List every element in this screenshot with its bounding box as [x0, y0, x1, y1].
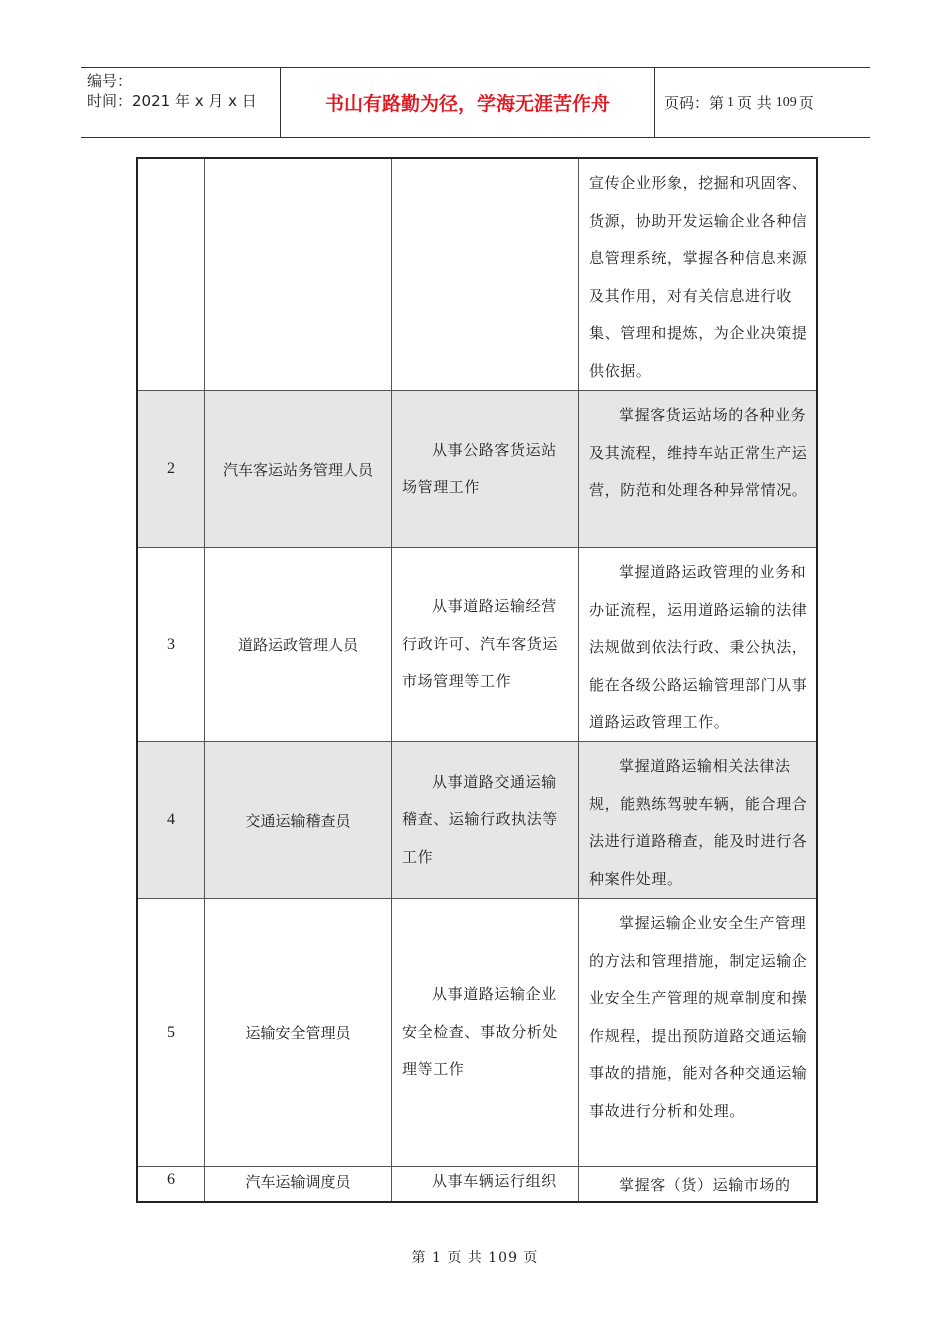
table-row	[138, 391, 816, 548]
page-number: 1	[727, 94, 735, 110]
job-title: 交通运输稽查员	[205, 742, 392, 898]
job-work: 从事道路运输经营行政许可、汽车客货运市场管理等工作	[392, 548, 579, 741]
number-label: 编号：	[87, 72, 133, 90]
row-number: 5	[138, 899, 205, 1166]
page-mid: 页 共	[737, 94, 772, 112]
table-row	[138, 1167, 816, 1201]
table-row	[138, 159, 816, 391]
job-title: 运输安全管理员	[205, 899, 392, 1166]
job-requirement: 宣传企业形象，挖掘和巩固客、货源，协助开发运输企业各种信息管理系统，掌握各种信息来源及其作用，对有关信息进行收集、管理和提炼，为企业决策提供依据。	[589, 174, 808, 380]
table-row	[138, 899, 816, 1167]
job-requirement: 掌握道路运输相关法律法规，能熟练驾驶车辆，能合理合法进行道路稽查，能及时进行各种案件处理。	[589, 757, 808, 888]
table-row	[138, 548, 816, 742]
page-footer: 第 1 页 共 109 页	[411, 1250, 539, 1266]
job-work: 从事道路交通运输稽查、运输行政执法等工作	[392, 742, 579, 898]
job-table	[136, 157, 818, 1203]
header-page-info	[654, 68, 870, 137]
job-title: 汽车运输调度员	[205, 1167, 392, 1201]
job-work: 从事车辆运行组织	[392, 1167, 579, 1201]
row-number: 4	[138, 742, 205, 898]
page-total: 109	[775, 94, 797, 110]
job-work: 从事公路客货运站场管理工作	[392, 391, 579, 547]
job-requirement: 掌握道路运政管理的业务和办证流程，运用道路运输的法律法规做到依法行政、秉公执法，能在各级公路运输管理部门从事道路运政管理工作。	[589, 563, 808, 731]
header-meta	[81, 68, 281, 137]
job-work: 从事道路运输企业安全检查、事故分析处理等工作	[392, 899, 579, 1166]
table-row	[138, 742, 816, 899]
page-prefix: 页码：第	[664, 94, 725, 112]
job-title: 道路运政管理人员	[205, 548, 392, 741]
header-motto: 书山有路勤为径，学海无涯苦作舟	[281, 68, 655, 137]
document-header	[81, 67, 870, 138]
job-title: 汽车客运站务管理人员	[205, 391, 392, 547]
row-number	[138, 159, 205, 390]
job-title	[205, 159, 392, 390]
job-requirement: 掌握运输企业安全生产管理的方法和管理措施，制定运输企业安全生产管理的规章制度和操作规程，提出预防道路交通运输事故的措施，能对各种交通运输事故进行分析和处理。	[589, 914, 808, 1120]
job-work	[392, 159, 579, 390]
job-requirement: 掌握客货运站场的各种业务及其流程，维持车站正常生产运营，防范和处理各种异常情况。	[589, 406, 808, 499]
page-suffix: 页	[798, 94, 814, 112]
row-number: 3	[138, 548, 205, 741]
time-label: 时间：2021 年 x 月 x 日	[87, 92, 257, 110]
row-number: 2	[138, 391, 205, 547]
job-requirement: 掌握客（货）运输市场的	[619, 1176, 791, 1194]
row-number: 6	[138, 1167, 205, 1201]
